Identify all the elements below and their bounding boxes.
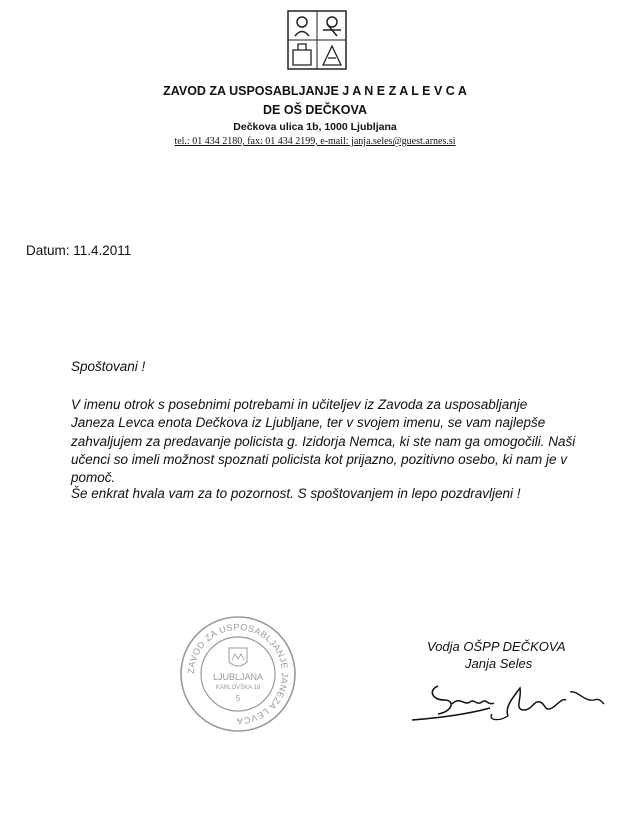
stamp-street: KARLOVŠKA 18	[215, 685, 261, 691]
letter-greeting: Spoštovani !	[71, 359, 146, 374]
paragraph-line: Janeza Levca enota Dečkova iz Ljubljane, ter v svojem imenu, se vam najlepše	[71, 415, 546, 431]
paragraph-line: zahvaljujem za predavanje policista g. Izidorja Nemca, ki ste nam ga omogočili. Naši	[71, 433, 576, 449]
org-contacts: tel.: 01 434 2180, fax: 01 434 2199, e-mail: janja.seles@guest.arnes.si	[174, 136, 456, 147]
org-name-line2: DE OŠ DEČKOVA	[263, 103, 367, 117]
official-stamp	[178, 614, 298, 734]
institution-logo	[287, 10, 347, 70]
paragraph-line: V imenu otrok s posebnimi potrebami in učiteljev iz Zavoda za usposabljanje	[71, 397, 528, 412]
letter-date: Datum: 11.4.2011	[26, 243, 132, 258]
signer-name: Janja Seles	[465, 656, 533, 671]
org-name-line1: ZAVOD ZA USPOSABLJANJE J A N E Z A L E V C A	[163, 84, 467, 98]
letter-paragraph	[71, 396, 575, 487]
paragraph-line: pomoč.	[71, 470, 116, 486]
stamp-number: 5	[235, 694, 241, 703]
org-address: Dečkova ulica 1b, 1000 Ljubljana	[233, 121, 397, 133]
handwritten-signature	[408, 676, 608, 726]
letter-closing: Še enkrat hvala vam za to pozornost. S spoštovanjem in lepo pozdravljeni !	[71, 486, 521, 501]
paragraph-line: učenci so imeli možnost spoznati policista kot prijazno, pozitivno osebo, ki nam je v	[71, 451, 567, 467]
signature-block	[427, 638, 566, 672]
stamp-city: LJUBLJANA	[212, 672, 264, 682]
stamp-ring-text: ZAVOD ZA USPOSABLJANJE JANEZA LEVCA	[185, 621, 291, 727]
signer-title: Vodja OŠPP DEČKOVA	[427, 639, 566, 654]
